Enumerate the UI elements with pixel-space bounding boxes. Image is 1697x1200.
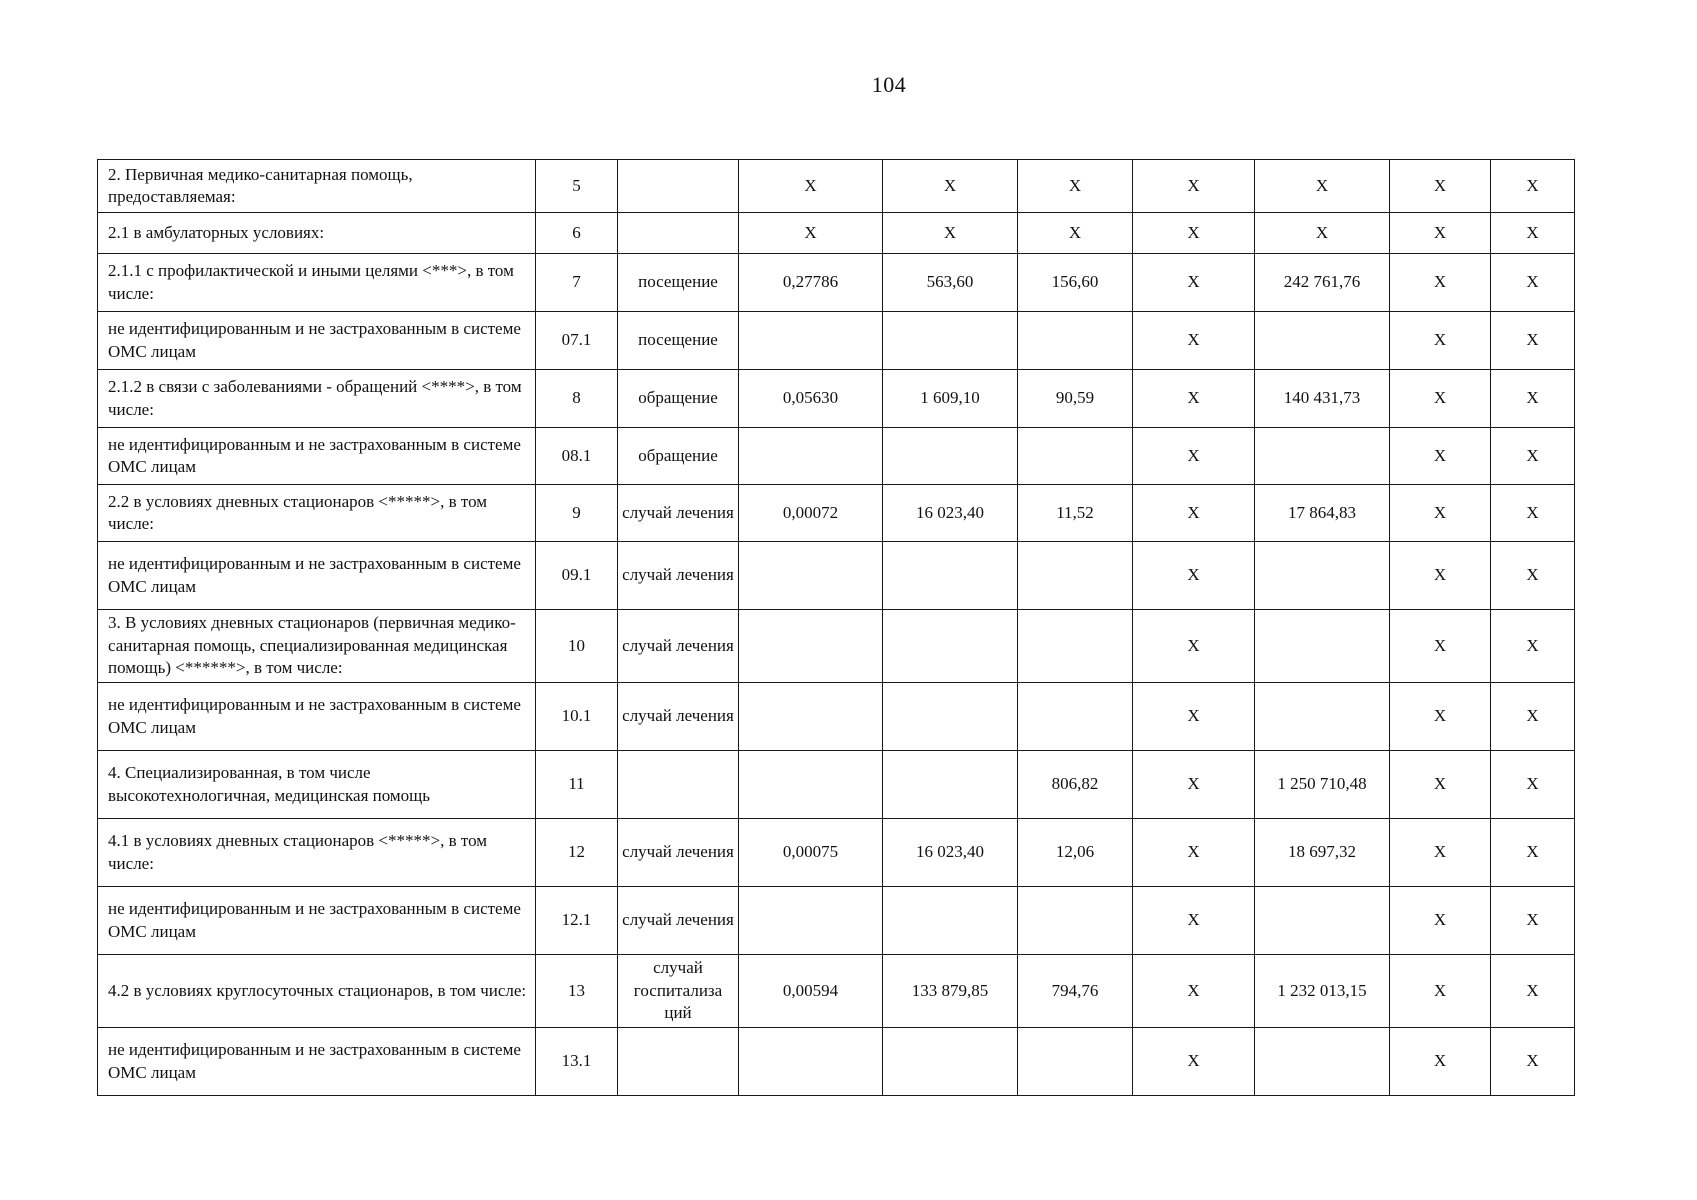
table-row [98,887,1575,955]
row-code: 12.1 [536,887,618,955]
row-code: 11 [536,751,618,819]
value-cell-2 [883,610,1018,683]
row-code: 13.1 [536,1028,618,1096]
table-row [98,370,1575,428]
unit-cell: случай лечения [618,485,739,542]
row-code: 07.1 [536,312,618,370]
unit-cell [618,160,739,213]
row-label: не идентифицированным и не застрахованным в системе ОМС лицам [98,683,536,751]
value-cell-5 [1255,542,1390,610]
unit-cell: посещение [618,254,739,312]
row-code: 13 [536,955,618,1028]
value-cell-2 [883,887,1018,955]
unit-cell: случай лечения [618,542,739,610]
table-row [98,213,1575,254]
value-cell-5: X [1255,213,1390,254]
unit-cell: обращение [618,428,739,485]
table-row [98,428,1575,485]
value-cell-2: X [883,213,1018,254]
unit-cell: случай лечения [618,819,739,887]
table-row [98,160,1575,213]
value-cell-7: X [1491,312,1575,370]
row-label: 4.1 в условиях дневных стационаров <*****>, в том числе: [98,819,536,887]
unit-cell: случай лечения [618,610,739,683]
value-cell-3: 794,76 [1018,955,1133,1028]
value-cell-6: X [1390,1028,1491,1096]
value-cell-1: X [739,213,883,254]
row-code: 09.1 [536,542,618,610]
table-row [98,312,1575,370]
value-cell-4: X [1133,751,1255,819]
value-cell-5: 17 864,83 [1255,485,1390,542]
row-code: 8 [536,370,618,428]
value-cell-7: X [1491,751,1575,819]
unit-cell: посещение [618,312,739,370]
value-cell-7: X [1491,542,1575,610]
unit-cell [618,1028,739,1096]
row-code: 08.1 [536,428,618,485]
value-cell-7: X [1491,370,1575,428]
row-code: 10.1 [536,683,618,751]
value-cell-6: X [1390,955,1491,1028]
value-cell-3: X [1018,213,1133,254]
value-cell-5 [1255,610,1390,683]
value-cell-2: 133 879,85 [883,955,1018,1028]
value-cell-2 [883,751,1018,819]
value-cell-2: X [883,160,1018,213]
value-cell-4: X [1133,887,1255,955]
value-cell-7: X [1491,485,1575,542]
value-cell-1: 0,00075 [739,819,883,887]
value-cell-4: X [1133,160,1255,213]
value-cell-4: X [1133,485,1255,542]
row-label: 2.1.1 с профилактической и иными целями <***>, в том числе: [98,254,536,312]
table-row [98,683,1575,751]
value-cell-3 [1018,1028,1133,1096]
value-cell-4: X [1133,312,1255,370]
value-cell-4: X [1133,819,1255,887]
value-cell-5 [1255,428,1390,485]
value-cell-3: 11,52 [1018,485,1133,542]
value-cell-2: 563,60 [883,254,1018,312]
value-cell-4: X [1133,683,1255,751]
value-cell-3: 12,06 [1018,819,1133,887]
value-cell-5: 242 761,76 [1255,254,1390,312]
value-cell-1 [739,428,883,485]
value-cell-5: 18 697,32 [1255,819,1390,887]
row-label: 4. Специализированная, в том числе высокотехнологичная, медицинская помощь [98,751,536,819]
row-label: не идентифицированным и не застрахованным в системе ОМС лицам [98,542,536,610]
value-cell-1: 0,00594 [739,955,883,1028]
value-cell-1 [739,751,883,819]
value-cell-6: X [1390,254,1491,312]
value-cell-3 [1018,887,1133,955]
value-cell-2: 1 609,10 [883,370,1018,428]
value-cell-2: 16 023,40 [883,819,1018,887]
table-row [98,542,1575,610]
value-cell-3 [1018,683,1133,751]
value-cell-7: X [1491,213,1575,254]
value-cell-6: X [1390,312,1491,370]
value-cell-2: 16 023,40 [883,485,1018,542]
value-cell-5 [1255,1028,1390,1096]
value-cell-1 [739,542,883,610]
value-cell-5: 1 232 013,15 [1255,955,1390,1028]
value-cell-1 [739,610,883,683]
table-row [98,485,1575,542]
value-cell-6: X [1390,428,1491,485]
unit-cell: случай лечения [618,887,739,955]
value-cell-4: X [1133,542,1255,610]
row-code: 5 [536,160,618,213]
row-label: 3. В условиях дневных стационаров (первичная медико-санитарная помощь, специализированная медицинская помощь) <******>, в том числе: [98,610,536,683]
value-cell-5 [1255,683,1390,751]
value-cell-1: 0,05630 [739,370,883,428]
value-cell-5: 1 250 710,48 [1255,751,1390,819]
value-cell-4: X [1133,428,1255,485]
value-cell-5 [1255,887,1390,955]
value-cell-6: X [1390,887,1491,955]
value-cell-3: X [1018,160,1133,213]
value-cell-2 [883,428,1018,485]
value-cell-7: X [1491,683,1575,751]
value-cell-1 [739,683,883,751]
value-cell-4: X [1133,610,1255,683]
value-cell-7: X [1491,819,1575,887]
value-cell-2 [883,683,1018,751]
value-cell-6: X [1390,542,1491,610]
row-label: не идентифицированным и не застрахованным в системе ОМС лицам [98,887,536,955]
value-cell-6: X [1390,819,1491,887]
row-label: не идентифицированным и не застрахованным в системе ОМС лицам [98,312,536,370]
value-cell-3: 806,82 [1018,751,1133,819]
table-row [98,751,1575,819]
value-cell-7: X [1491,428,1575,485]
row-label: 2.2 в условиях дневных стационаров <*****>, в том числе: [98,485,536,542]
value-cell-3 [1018,312,1133,370]
table-row [98,1028,1575,1096]
table-row [98,955,1575,1028]
value-cell-4: X [1133,955,1255,1028]
value-cell-5: 140 431,73 [1255,370,1390,428]
value-cell-1: 0,00072 [739,485,883,542]
unit-cell [618,751,739,819]
value-cell-3 [1018,428,1133,485]
table-row [98,819,1575,887]
row-label: 2.1 в амбулаторных условиях: [98,213,536,254]
page-number: 104 [871,72,907,97]
value-cell-1 [739,1028,883,1096]
row-label: 2.1.2 в связи с заболеваниями - обращений <****>, в том числе: [98,370,536,428]
row-code: 7 [536,254,618,312]
value-cell-7: X [1491,955,1575,1028]
value-cell-4: X [1133,213,1255,254]
value-cell-4: X [1133,1028,1255,1096]
value-cell-1 [739,312,883,370]
table-row [98,610,1575,683]
value-cell-7: X [1491,254,1575,312]
value-cell-6: X [1390,213,1491,254]
value-cell-7: X [1491,1028,1575,1096]
value-cell-7: X [1491,160,1575,213]
value-cell-1 [739,887,883,955]
value-cell-2 [883,1028,1018,1096]
value-cell-4: X [1133,370,1255,428]
unit-cell: случай лечения [618,683,739,751]
table-body [98,160,1575,1096]
unit-cell: случай госпитализа ций [618,955,739,1028]
value-cell-1: X [739,160,883,213]
row-code: 6 [536,213,618,254]
table-row [98,254,1575,312]
value-cell-6: X [1390,683,1491,751]
value-cell-4: X [1133,254,1255,312]
value-cell-5 [1255,312,1390,370]
row-label: не идентифицированным и не застрахованным в системе ОМС лицам [98,1028,536,1096]
value-cell-6: X [1390,370,1491,428]
row-label: 4.2 в условиях круглосуточных стационаров, в том числе: [98,955,536,1028]
row-code: 10 [536,610,618,683]
value-cell-3: 156,60 [1018,254,1133,312]
value-cell-6: X [1390,160,1491,213]
value-cell-7: X [1491,887,1575,955]
unit-cell [618,213,739,254]
value-cell-2 [883,542,1018,610]
row-code: 12 [536,819,618,887]
row-label: не идентифицированным и не застрахованным в системе ОМС лицам [98,428,536,485]
row-label: 2. Первичная медико-санитарная помощь, предоставляемая: [98,160,536,213]
value-cell-3 [1018,542,1133,610]
value-cell-6: X [1390,610,1491,683]
value-cell-5: X [1255,160,1390,213]
value-cell-1: 0,27786 [739,254,883,312]
value-cell-2 [883,312,1018,370]
value-cell-6: X [1390,751,1491,819]
value-cell-3: 90,59 [1018,370,1133,428]
value-cell-6: X [1390,485,1491,542]
row-code: 9 [536,485,618,542]
data-table [97,159,1575,1096]
value-cell-3 [1018,610,1133,683]
value-cell-7: X [1491,610,1575,683]
unit-cell: обращение [618,370,739,428]
